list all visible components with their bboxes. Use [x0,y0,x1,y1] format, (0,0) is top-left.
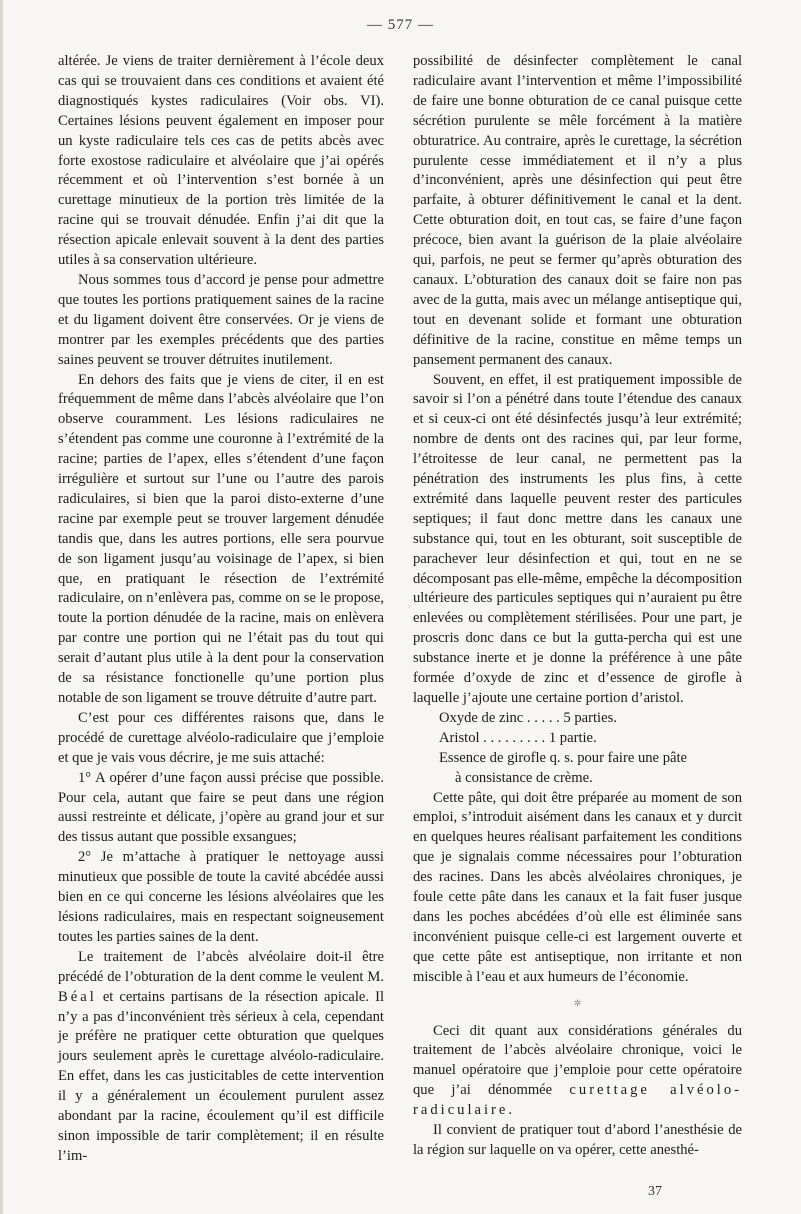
paragraph: En dehors des faits que je viens de citer, il en est fréquemment de même dans l’abcès alvéolaire que l’on observe couramment. Les lésions radiculaires ne s’étendent pas comme une couronne à l’extrémité de la racine; parties de l’apex, elles s’étendent d’une façon irrégulière et surtout sur l’une ou l’autre des parois radiculaires, si bien que la paroi disto-externe d’une racine par exemple peut se trouver largement dénudée tandis que, dans les autres portions, elle sera pourvue de son ligament jusqu’au voisinage de l’apex, si bien que, en pratiquant le résection de l’extrémité radiculaire, on n’enlèvera pas, comme on se le propose, toute la portion dénudée de la racine, mais on enlèvera par contre une portion qui ne l’était pas du tout qui serait d’autant plus utile à la dent pour la conservation de sa résistance fonctionelle qu’une portion plus notable de son ligament se trouve détruite d’autre part. [58,371,384,706]
paragraph: Il convient de pratiquer tout d’abord l’anesthésie de la région sur laquelle on va opérer, cette anesthé- [413,1122,742,1158]
footer-number: 37 [648,1184,662,1199]
paragraph-text: . [508,1102,513,1119]
section-separator: ✲ [573,997,582,1008]
paragraph: Nous sommes tous d’accord je pense pour admettre que toutes les portions pratiquement saines de la racine et du ligament doivent être conservées. Or je viens de montrer par les exemples précédents que des parties saines peuvent se trouver détruites inutilement. [58,271,384,368]
recipe-line: Oxyde de zinc . . . . . 5 parties. [439,709,617,726]
right-column [413,52,742,1161]
page-binding-edge [0,0,3,1214]
recipe-line: Aristol . . . . . . . . . 1 partie. [439,729,597,746]
paragraph: Cette pâte, qui doit être préparée au moment de son emploi, s’introduit aisément dans les canaux et y durcit en quelques heures réalisant parfaitement les conditions que je signalais comme nécessaires pour l’obturation des racines. Dans les abcès alvéolaires chroniques, je foule cette pâte dans les canaux et la fait fuser jusque dans les poches abcédées d’où elle est éliminée sans inconvénient puisque celle-ci est largement ouverte et que cette pâte est antiseptique, non irritante et non miscible à l’eau et aux humeurs de l’économie. [413,789,742,985]
paragraph: altérée. Je viens de traiter dernièrement à l’école deux cas qui se trouvaient dans ces conditions et avaient été diagnostiqués kystes radiculaires (Voir obs. VI). Certaines lésions peuvent également en imposer pour un kyste radiculaire tels ces cas de petits abcès avec forte exostose radiculaire et alvéolaire que j’ai opérés récemment et où l’intervention s’est bornée à un curettage minutieux de la portion très limitée de la racine qui se trouvait dénudée. Enfin j’ai dit que la résection apicale enlevait souvent à la dent des parties utiles à sa conservation ultérieure. [58,53,384,269]
author-name: Béal [58,988,97,1005]
paragraph: Souvent, en effet, il est pratiquement impossible de savoir si l’on a pénétré dans toute l’étendue des canaux et si ceux-ci ont été désinfectés jusqu’à leur extrémité; nombre de dents ont des racines qui, par leur forme, l’étroitesse de leur canal, ne permettent pas la pénétration des instruments les plus fins, à cette extrémité dans laquelle peuvent rester des particules septiques; il faut donc mettre dans les canaux une substance qui, tout en les obturant, soit susceptible de parachever leur désinfection et qui, tout en ne se décomposant pas elle-même, empêche la décomposition ultérieure des particules septiques qui n’auraient pu être enlevées ou complètement stérilisées. Pour une part, je proscris donc dans ce but la gutta-percha qui est une substance inerte et je donne la préférence à une pâte formée d’oxyde de zinc et d’essence de girofle à laquelle j’ajoute une certaine portion d’aristol. [413,371,742,706]
recipe-line: Essence de girofle q. s. pour faire une pâte [439,749,687,766]
page-header-number: — 577 — [367,17,434,33]
recipe-line: à consistance de crème. [455,769,593,786]
paragraph-text: Ceci dit quant aux considérations générales du traitement de l’abcès alvéolaire chronique, voici le manuel opératoire que j’emploie pour cette opératoire que j’ai dénommée [413,1022,742,1099]
list-item: 2° Je m’attache à pratiquer le nettoyage aussi minutieux que possible de toute la cavité abcédée aussi bien en ce qui concerne les lésions alvéolaires que les lésions radiculaires, mais en respectant soigneusement toutes les parties saines de la dent. [58,849,384,945]
recipe-list [413,709,742,789]
list-item: 1° A opérer d’une façon aussi précise que possible. Pour cela, autant que faire se peut dans une région aussi restreinte et délicate, j’opère au grand jour et sur des tissus autant que possible exsangues; [58,769,384,846]
paragraph [413,1022,742,1122]
paragraph [58,948,384,1167]
procedure-term: curettage alvéolo-radiculaire [413,1082,742,1119]
left-column [58,52,384,1167]
paragraph: possibilité de désinfecter complètement le canal radiculaire avant l’intervention et même l’impossibilité de faire une bonne obturation de ce canal puisque cette sécrétion purulente se mêle forcément à la matière obturatrice. Au contraire, après le curettage, la sécrétion purulente cesse immédiatement et il n’y a plus d’inconvénient, après une désinfection qui peut être parfaite, à obturer définitivement le canal et la dent. Cette obturation doit, en tout cas, se faire d’une façon précoce, bien avant la guérison de la plaie alvéolaire qui, parfois, ne peut se fermer qu’après obturation des canaux. L’obturation des canaux doit se faire non pas avec de la gutta, mais avec un mélange antiseptique qui, tout en devenant solide et formant une obturation définitive de la racine, constitue en même temps un pansement permanent des canaux. [413,53,742,368]
paragraph-text: Le traitement de l’abcès alvéolaire doit-il être précédé de l’obturation de la dent comme le veulent M. [58,948,384,985]
paragraph-text: et certains partisans de la résection apicale. Il n’y a pas d’inconvénient très sérieux à cela, cependant je préfère ne pratiquer cette obturation que quelques jours seulement après le curettage alvéolo-radiculaire. En effet, dans les cas justicitables de cette intervention il y a généralement un écoulement purulent assez abondant par la racine, écoulement qu’il est difficile sinon impossible de tarir complètement; il en résulte l’im- [58,988,384,1164]
paragraph: C’est pour ces différentes raisons que, dans le procédé de curettage alvéolo-radiculaire que j’emploie et que je vais vous décrire, je me suis attaché: [58,709,384,766]
